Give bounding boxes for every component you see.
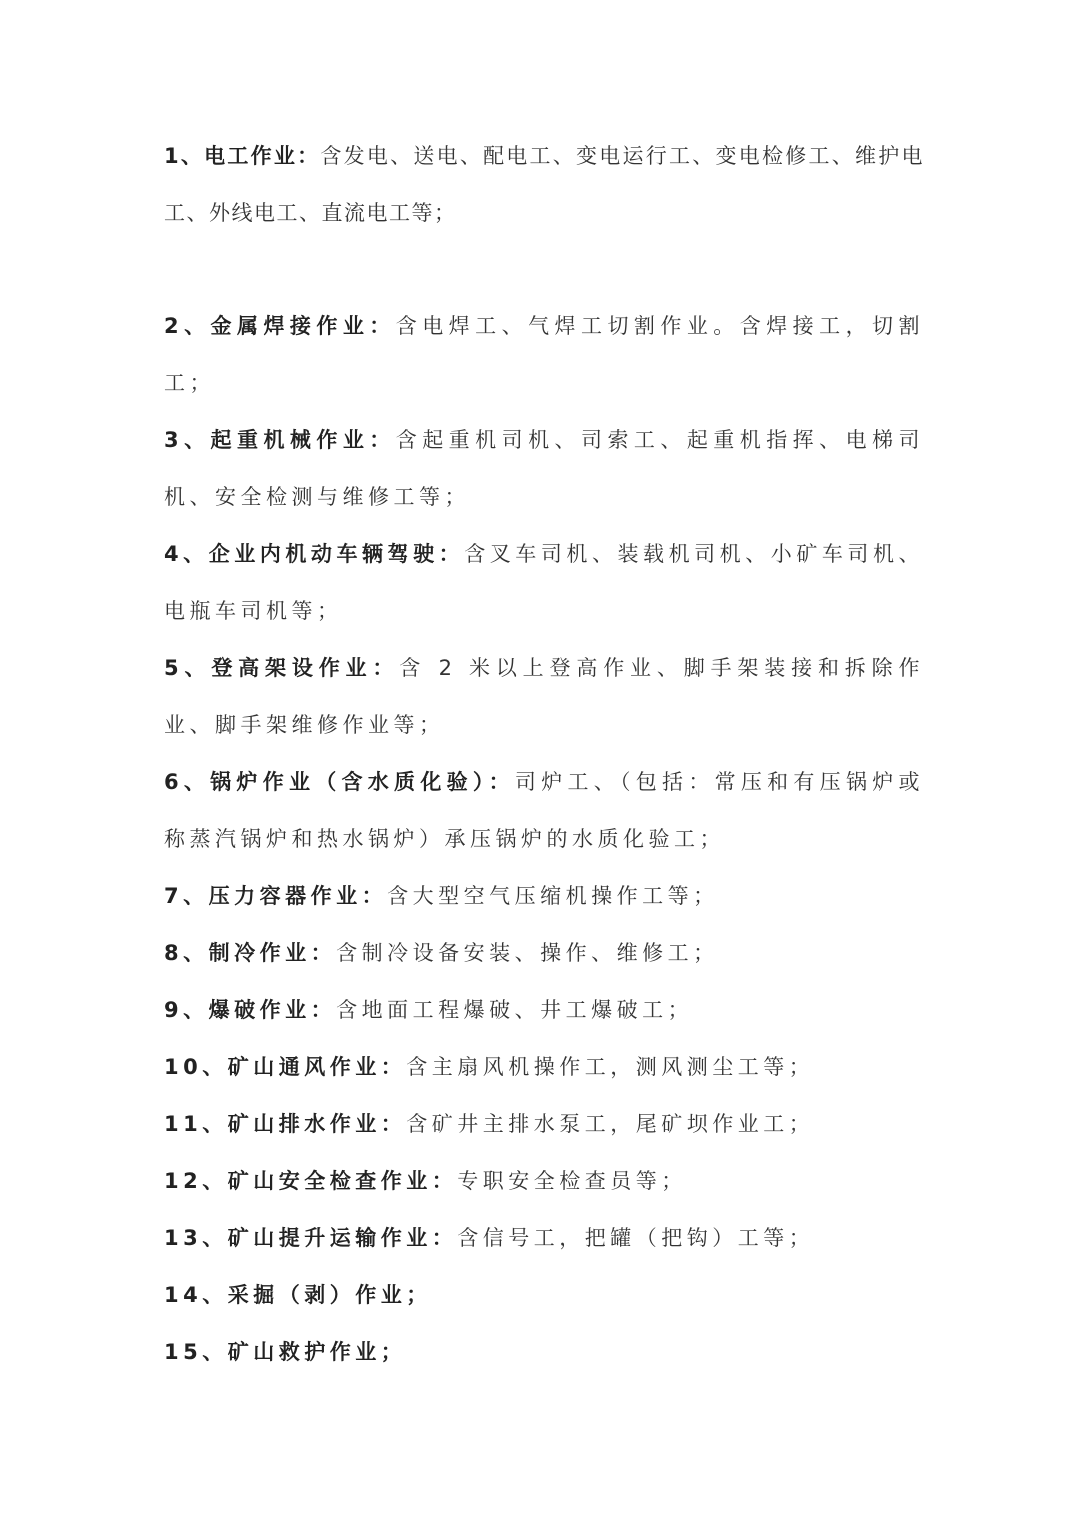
list-item	[164, 1039, 924, 1096]
item-text: 含矿井主排水泵工，尾矿坝作业工；	[406, 1112, 815, 1136]
list-item	[164, 1210, 924, 1267]
item-text: 含地面工程爆破、井工爆破工；	[336, 998, 694, 1022]
item-number: 13、	[164, 1226, 228, 1250]
item-heading: 压力容器作业：	[208, 884, 388, 908]
list-item	[164, 128, 924, 242]
list-item	[164, 526, 924, 640]
list-item	[164, 1153, 924, 1210]
list-item	[164, 1267, 924, 1324]
list-item	[164, 982, 924, 1039]
list-item	[164, 640, 924, 754]
item-text: 含 2 米以上登高作业、脚手架装接和拆除作业、脚手架维修作业等；	[164, 656, 924, 737]
item-text: 专职安全检查员等；	[457, 1169, 687, 1193]
item-heading: 锅炉作业（含水质化验）：	[210, 770, 515, 794]
item-heading: 爆破作业：	[208, 998, 337, 1022]
item-text: 含大型空气压缩机操作工等；	[387, 884, 719, 908]
item-number: 6、	[164, 770, 211, 794]
item-number: 7、	[164, 884, 209, 908]
item-text: 含制冷设备安装、操作、维修工；	[336, 941, 719, 965]
item-text: 含发电、送电、配电工、变电运行工、变电检修工、维护电工、外线电工、直流电工等；	[164, 144, 924, 225]
item-text: 含电焊工、气焊工切割作业。含焊接工，切割工；	[164, 314, 925, 395]
item-text: 含叉车司机、装载机司机、小矿车司机、电瓶车司机等；	[164, 542, 925, 623]
item-heading: 矿山救护作业；	[227, 1340, 407, 1364]
list-item	[164, 754, 924, 868]
item-heading: 登高架设作业：	[211, 656, 400, 680]
list-item	[164, 1096, 924, 1153]
item-text: 司炉工、（包括：常压和有压锅炉或称蒸汽锅炉和热水锅炉）承压锅炉的水质化验工；	[164, 770, 924, 851]
item-heading: 矿山提升运输作业：	[227, 1226, 458, 1250]
document-body	[164, 128, 924, 1381]
item-heading: 矿山通风作业：	[227, 1055, 407, 1079]
item-heading: 企业内机动车辆驾驶：	[208, 542, 465, 566]
item-text: 含主扇风机操作工，测风测尘工等；	[406, 1055, 815, 1079]
item-heading: 金属焊接作业：	[210, 314, 396, 338]
item-heading: 矿山安全检查作业：	[227, 1169, 458, 1193]
item-text: 含起重机司机、司索工、起重机指挥、电梯司机、安全检测与维修工等；	[164, 428, 925, 509]
item-number: 5、	[164, 656, 212, 680]
item-text: 含信号工，把罐（把钩）工等；	[457, 1226, 815, 1250]
item-heading: 矿山排水作业：	[227, 1112, 407, 1136]
list-item	[164, 298, 924, 412]
item-number: 15、	[164, 1340, 228, 1364]
item-number: 1、	[164, 144, 205, 168]
list-item	[164, 925, 924, 982]
list-item	[164, 868, 924, 925]
item-number: 2、	[164, 314, 211, 338]
item-number: 9、	[164, 998, 209, 1022]
item-number: 11、	[164, 1112, 228, 1136]
item-number: 3、	[164, 428, 211, 452]
item-heading: 采掘（剥）作业；	[227, 1283, 432, 1307]
item-number: 10、	[164, 1055, 228, 1079]
list-item	[164, 1324, 924, 1381]
item-heading: 电工作业：	[204, 144, 321, 168]
item-number: 12、	[164, 1169, 228, 1193]
item-heading: 起重机械作业：	[210, 428, 396, 452]
list-item	[164, 412, 924, 526]
item-number: 4、	[164, 542, 209, 566]
item-number: 14、	[164, 1283, 228, 1307]
item-number: 8、	[164, 941, 209, 965]
item-heading: 制冷作业：	[208, 941, 337, 965]
